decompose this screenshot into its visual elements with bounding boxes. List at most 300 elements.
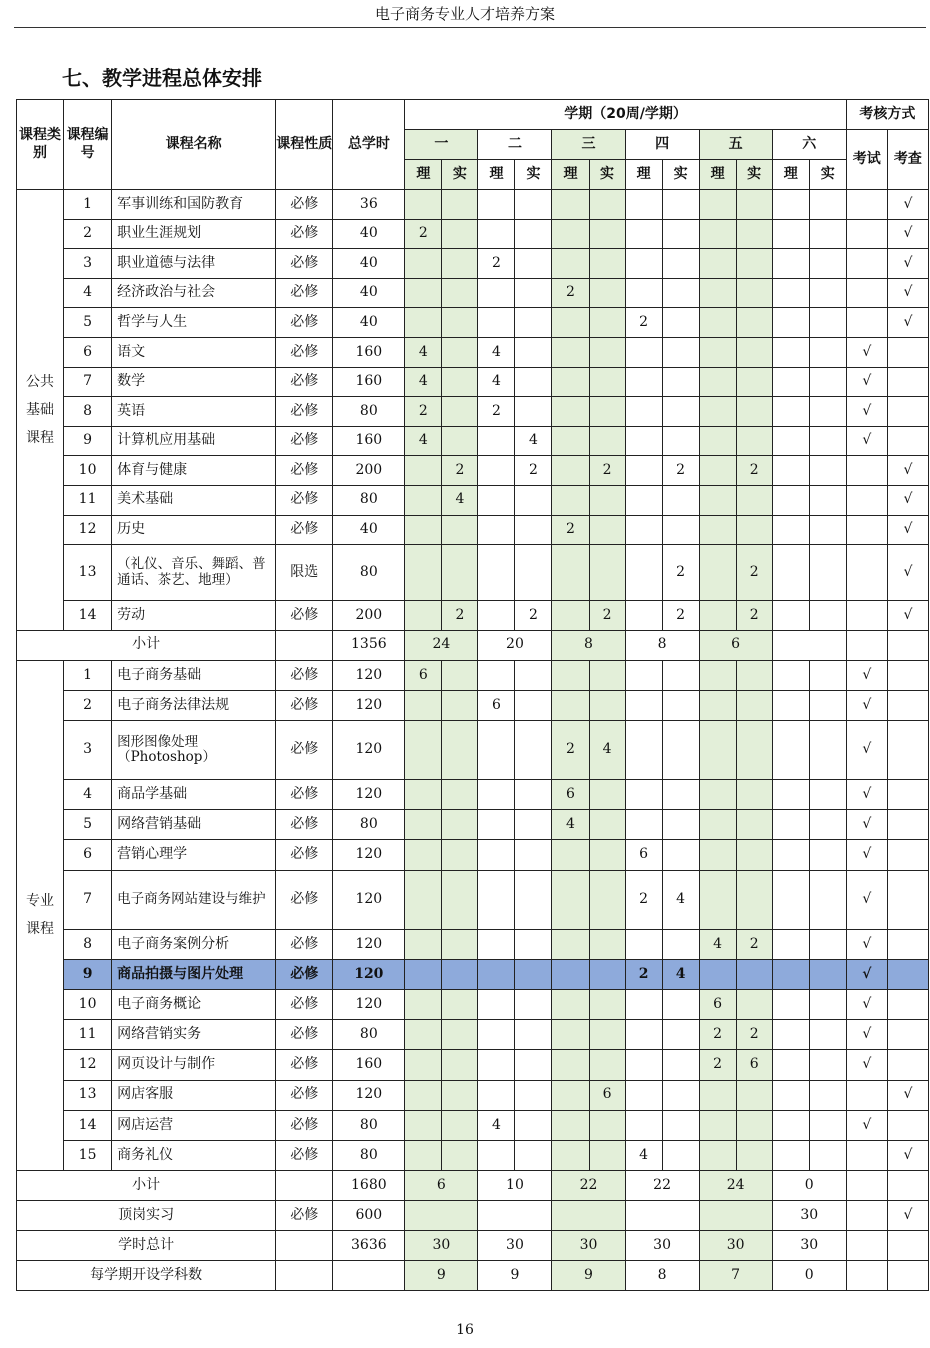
semester-hours-cell: 4: [699, 929, 736, 959]
semester-hours-cell: [589, 690, 625, 720]
semester-hours-cell: [515, 249, 552, 279]
semester-hours-cell: [589, 190, 625, 220]
exam-mark: [846, 278, 887, 308]
semester-hours-cell: 2: [552, 721, 589, 780]
semester-hours-cell: [552, 660, 589, 690]
semester-hours-cell: 2: [589, 456, 625, 486]
semester-hours-cell: [625, 929, 662, 959]
semester-hours-cell: [442, 308, 478, 338]
course-number: 3: [64, 249, 112, 279]
exam-mark: [846, 249, 887, 279]
course-hours: 120: [333, 1080, 405, 1110]
course-name: 英语: [112, 397, 276, 427]
course-hours: 160: [333, 337, 405, 367]
semester-hours-cell: 2: [589, 601, 625, 631]
semester-hours-cell: [552, 337, 589, 367]
semester-hours-cell: [662, 219, 699, 249]
subjects-row-semester-2: 9: [478, 1261, 552, 1291]
semester-hours-cell: [809, 1080, 846, 1110]
course-nature: 必修: [276, 190, 333, 220]
semester-hours-cell: [552, 249, 589, 279]
total-row-check: [887, 1231, 928, 1261]
semester-hours-cell: [625, 1050, 662, 1080]
semester-hours-cell: [625, 397, 662, 427]
exam-mark: [846, 1140, 887, 1170]
subjects-row-hours: [333, 1261, 405, 1291]
header-practice: 实: [515, 160, 552, 190]
semester-hours-cell: [736, 1110, 772, 1140]
major-subtotal-semester-5: 24: [699, 1171, 772, 1201]
exam-mark: √: [846, 780, 887, 810]
semester-hours-cell: [442, 367, 478, 397]
course-number: 2: [64, 690, 112, 720]
semester-hours-cell: [515, 485, 552, 515]
course-number: 8: [64, 397, 112, 427]
exam-mark: √: [846, 1110, 887, 1140]
semester-hours-cell: [515, 660, 552, 690]
semester-hours-cell: [699, 308, 736, 338]
semester-hours-cell: [405, 959, 442, 989]
semester-hours-cell: [589, 1110, 625, 1140]
table-row: [17, 840, 929, 870]
semester-hours-cell: [515, 870, 552, 929]
semester-hours-cell: [442, 515, 478, 545]
table-row: [17, 810, 929, 840]
section-title: 七、教学进程总体安排: [62, 66, 262, 90]
semester-hours-cell: [405, 190, 442, 220]
semester-hours-cell: [442, 690, 478, 720]
check-mark: [887, 397, 928, 427]
course-number: 9: [64, 426, 112, 456]
semester-hours-cell: [662, 780, 699, 810]
course-name: 商品拍摄与图片处理: [112, 959, 276, 989]
semester-hours-cell: [772, 1020, 809, 1050]
course-nature: 必修: [276, 1140, 333, 1170]
semester-hours-cell: [405, 870, 442, 929]
semester-hours-cell: [405, 1050, 442, 1080]
semester-hours-cell: [625, 545, 662, 601]
semester-hours-cell: 6: [552, 780, 589, 810]
course-number: 13: [64, 545, 112, 601]
course-number: 5: [64, 308, 112, 338]
semester-hours-cell: [405, 780, 442, 810]
semester-hours-cell: [405, 690, 442, 720]
semester-hours-cell: [736, 840, 772, 870]
semester-hours-cell: 2: [662, 545, 699, 601]
header-code: 课程编号: [64, 100, 112, 190]
semester-hours-cell: [625, 515, 662, 545]
course-nature: 必修: [276, 840, 333, 870]
semester-hours-cell: 6: [478, 690, 515, 720]
subjects-row-check: [887, 1261, 928, 1291]
subjects-row-semester-4: 8: [625, 1261, 699, 1291]
course-number: 15: [64, 1140, 112, 1170]
course-hours: 80: [333, 1110, 405, 1140]
semester-hours-cell: 2: [662, 456, 699, 486]
semester-hours-cell: 2: [662, 601, 699, 631]
course-nature: 必修: [276, 870, 333, 929]
exam-mark: √: [846, 810, 887, 840]
table-row: [17, 690, 929, 720]
semester-hours-cell: [589, 397, 625, 427]
exam-mark: [846, 601, 887, 631]
table-row: [17, 1110, 929, 1140]
semester-hours-cell: [515, 308, 552, 338]
semester-hours-cell: [442, 337, 478, 367]
semester-hours-cell: [515, 278, 552, 308]
semester-hours-cell: [478, 990, 515, 1020]
semester-hours-cell: [625, 1080, 662, 1110]
table-row: [17, 308, 929, 338]
semester-hours-cell: [442, 1140, 478, 1170]
course-number: 14: [64, 601, 112, 631]
course-number: 1: [64, 190, 112, 220]
semester-hours-cell: [809, 840, 846, 870]
course-number: 9: [64, 959, 112, 989]
header-semester-3: 三: [552, 130, 625, 160]
semester-hours-cell: [552, 840, 589, 870]
semester-hours-cell: [662, 810, 699, 840]
semester-hours-cell: [625, 1020, 662, 1050]
course-hours: 80: [333, 485, 405, 515]
course-number: 10: [64, 456, 112, 486]
course-nature: 必修: [276, 308, 333, 338]
semester-hours-cell: [736, 249, 772, 279]
course-nature: 必修: [276, 337, 333, 367]
semester-hours-cell: [478, 780, 515, 810]
check-mark: √: [887, 1140, 928, 1170]
course-number: 12: [64, 515, 112, 545]
semester-hours-cell: [478, 1140, 515, 1170]
header-theory: 理: [478, 160, 515, 190]
course-number: 3: [64, 721, 112, 780]
course-hours: 120: [333, 690, 405, 720]
major-subtotal-semester-2: 10: [478, 1171, 552, 1201]
semester-hours-cell: [736, 485, 772, 515]
semester-hours-cell: [736, 870, 772, 929]
semester-hours-cell: [478, 1020, 515, 1050]
public-subtotal-check: [887, 630, 928, 660]
semester-hours-cell: [662, 278, 699, 308]
subjects-row-nature: [276, 1261, 333, 1291]
semester-hours-cell: [662, 1110, 699, 1140]
semester-hours-cell: [772, 545, 809, 601]
check-mark: [887, 1110, 928, 1140]
semester-hours-cell: 4: [662, 870, 699, 929]
semester-hours-cell: [589, 337, 625, 367]
semester-hours-cell: [736, 190, 772, 220]
semester-hours-cell: [699, 1110, 736, 1140]
course-nature: 必修: [276, 780, 333, 810]
semester-hours-cell: [515, 929, 552, 959]
semester-hours-cell: [625, 456, 662, 486]
header-nature: 课程性质: [276, 100, 333, 190]
total-row-label: 学时总计: [17, 1231, 276, 1261]
exam-mark: √: [846, 840, 887, 870]
semester-hours-cell: [809, 190, 846, 220]
semester-hours-cell: [478, 660, 515, 690]
course-nature: 必修: [276, 959, 333, 989]
semester-hours-cell: [515, 1050, 552, 1080]
header-practice: 实: [662, 160, 699, 190]
check-mark: [887, 660, 928, 690]
table-row: [17, 485, 929, 515]
semester-hours-cell: [405, 990, 442, 1020]
internship-row-label: 顶岗实习: [17, 1201, 276, 1231]
semester-hours-cell: [809, 545, 846, 601]
header-theory: 理: [625, 160, 662, 190]
semester-hours-cell: [662, 1050, 699, 1080]
semester-hours-cell: [809, 1020, 846, 1050]
semester-hours-cell: 2: [405, 397, 442, 427]
semester-hours-cell: [736, 397, 772, 427]
total-row: [17, 1231, 929, 1261]
semester-hours-cell: 2: [442, 601, 478, 631]
running-header: 电子商务专业人才培养方案: [374, 5, 555, 23]
exam-mark: √: [846, 397, 887, 427]
check-mark: √: [887, 485, 928, 515]
semester-hours-cell: [699, 870, 736, 929]
check-mark: √: [887, 219, 928, 249]
semester-hours-cell: 2: [625, 308, 662, 338]
check-mark: [887, 990, 928, 1020]
semester-hours-cell: [772, 929, 809, 959]
header-exam: 考试: [846, 130, 887, 190]
semester-hours-cell: [442, 990, 478, 1020]
public-subtotal-semester-4: 8: [625, 630, 699, 660]
semester-hours-cell: [809, 278, 846, 308]
course-name: 网页设计与制作: [112, 1050, 276, 1080]
course-number: 1: [64, 660, 112, 690]
semester-hours-cell: [662, 397, 699, 427]
table-row: [17, 660, 929, 690]
course-hours: 80: [333, 397, 405, 427]
semester-hours-cell: [809, 1050, 846, 1080]
semester-hours-cell: [772, 456, 809, 486]
check-mark: √: [887, 515, 928, 545]
semester-hours-cell: [552, 190, 589, 220]
course-hours: 120: [333, 990, 405, 1020]
semester-hours-cell: [552, 545, 589, 601]
table-row: [17, 1080, 929, 1110]
semester-hours-cell: [552, 1140, 589, 1170]
course-name: 电子商务网站建设与维护: [112, 870, 276, 929]
semester-hours-cell: [589, 1140, 625, 1170]
semester-hours-cell: [736, 810, 772, 840]
public-subtotal-semester-5: 6: [699, 630, 772, 660]
semester-hours-cell: 2: [699, 1050, 736, 1080]
semester-hours-cell: [662, 485, 699, 515]
check-mark: √: [887, 308, 928, 338]
course-nature: 必修: [276, 721, 333, 780]
semester-hours-cell: [699, 1140, 736, 1170]
course-hours: 40: [333, 515, 405, 545]
course-number: 5: [64, 810, 112, 840]
semester-hours-cell: [589, 1050, 625, 1080]
total-row-semester-4: 30: [625, 1231, 699, 1261]
course-hours: 120: [333, 780, 405, 810]
header-row-1: [17, 100, 929, 130]
semester-hours-cell: [515, 337, 552, 367]
semester-hours-cell: [772, 278, 809, 308]
semester-hours-cell: [589, 219, 625, 249]
table-row: [17, 219, 929, 249]
table-row: [17, 367, 929, 397]
semester-hours-cell: [442, 397, 478, 427]
semester-hours-cell: [625, 367, 662, 397]
table-row: [17, 545, 929, 601]
semester-hours-cell: [515, 367, 552, 397]
semester-hours-cell: [809, 426, 846, 456]
semester-hours-cell: [405, 601, 442, 631]
internship-row-semester-5: [699, 1201, 772, 1231]
course-number: 2: [64, 219, 112, 249]
semester-hours-cell: [589, 990, 625, 1020]
course-name: 营销心理学: [112, 840, 276, 870]
semester-hours-cell: [442, 870, 478, 929]
semester-hours-cell: [699, 660, 736, 690]
header-theory: 理: [699, 160, 736, 190]
course-nature: 必修: [276, 1050, 333, 1080]
course-name: 电子商务法律法规: [112, 690, 276, 720]
semester-hours-cell: [699, 337, 736, 367]
semester-hours-cell: [809, 660, 846, 690]
exam-mark: [846, 308, 887, 338]
header-semester-6: 六: [772, 130, 846, 160]
page-number: 16: [456, 1322, 474, 1338]
course-number: 6: [64, 337, 112, 367]
check-mark: [887, 426, 928, 456]
course-nature: 必修: [276, 660, 333, 690]
semester-hours-cell: [772, 870, 809, 929]
course-number: 6: [64, 840, 112, 870]
semester-hours-cell: [736, 1140, 772, 1170]
semester-hours-cell: [699, 278, 736, 308]
semester-hours-cell: [552, 1050, 589, 1080]
check-mark: [887, 367, 928, 397]
course-hours: 40: [333, 249, 405, 279]
course-nature: 必修: [276, 1020, 333, 1050]
semester-hours-cell: [809, 690, 846, 720]
header-practice: 实: [736, 160, 772, 190]
semester-hours-cell: 2: [405, 219, 442, 249]
course-hours: 40: [333, 219, 405, 249]
course-name: 经济政治与社会: [112, 278, 276, 308]
semester-hours-cell: 2: [699, 1020, 736, 1050]
course-hours: 120: [333, 870, 405, 929]
semester-hours-cell: [515, 1110, 552, 1140]
semester-hours-cell: [736, 721, 772, 780]
course-nature: 必修: [276, 426, 333, 456]
semester-hours-cell: [809, 990, 846, 1020]
internship-row-semester-6: 30: [772, 1201, 846, 1231]
semester-hours-cell: [772, 397, 809, 427]
exam-mark: √: [846, 660, 887, 690]
semester-hours-cell: 2: [515, 601, 552, 631]
exam-mark: √: [846, 690, 887, 720]
course-nature: 必修: [276, 810, 333, 840]
table-row: [17, 990, 929, 1020]
course-hours: 80: [333, 810, 405, 840]
semester-hours-cell: 4: [405, 367, 442, 397]
semester-hours-cell: [772, 721, 809, 780]
semester-hours-cell: 6: [736, 1050, 772, 1080]
course-name: 电子商务概论: [112, 990, 276, 1020]
semester-hours-cell: [736, 660, 772, 690]
check-mark: [887, 1050, 928, 1080]
check-mark: [887, 810, 928, 840]
semester-hours-cell: [736, 337, 772, 367]
semester-hours-cell: [809, 456, 846, 486]
semester-hours-cell: [442, 780, 478, 810]
course-name: 网店运营: [112, 1110, 276, 1140]
semester-hours-cell: 2: [515, 456, 552, 486]
course-name: 电子商务基础: [112, 660, 276, 690]
semester-hours-cell: 2: [442, 456, 478, 486]
semester-hours-cell: [662, 721, 699, 780]
check-mark: [887, 721, 928, 780]
semester-hours-cell: [552, 1080, 589, 1110]
semester-hours-cell: [442, 1050, 478, 1080]
course-name: 网络营销基础: [112, 810, 276, 840]
course-nature: 必修: [276, 601, 333, 631]
semester-hours-cell: 4: [405, 337, 442, 367]
semester-hours-cell: [478, 721, 515, 780]
semester-hours-cell: [552, 959, 589, 989]
course-name: 美术基础: [112, 485, 276, 515]
semester-hours-cell: [736, 690, 772, 720]
header-semester-group: 学期（20周/学期）: [405, 100, 846, 130]
course-name: 体育与健康: [112, 456, 276, 486]
semester-hours-cell: [699, 780, 736, 810]
semester-hours-cell: [772, 959, 809, 989]
semester-hours-cell: [699, 219, 736, 249]
semester-hours-cell: [442, 1080, 478, 1110]
semester-hours-cell: [809, 780, 846, 810]
public-subtotal-semester-2: 20: [478, 630, 552, 660]
internship-row-hours: 600: [333, 1201, 405, 1231]
semester-hours-cell: [699, 515, 736, 545]
semester-hours-cell: 4: [478, 367, 515, 397]
check-mark: [887, 690, 928, 720]
semester-hours-cell: 4: [589, 721, 625, 780]
semester-hours-cell: [625, 1110, 662, 1140]
semester-hours-cell: [478, 485, 515, 515]
semester-hours-cell: [772, 660, 809, 690]
course-name: （礼仪、音乐、舞蹈、普通话、茶艺、地理）: [112, 545, 276, 601]
course-nature: 必修: [276, 219, 333, 249]
semester-hours-cell: 4: [515, 426, 552, 456]
internship-row-semester-2: [478, 1201, 552, 1231]
semester-hours-cell: [699, 810, 736, 840]
exam-mark: √: [846, 426, 887, 456]
semester-hours-cell: [662, 249, 699, 279]
header-assessment-group: 考核方式: [846, 100, 928, 130]
semester-hours-cell: [552, 367, 589, 397]
semester-hours-cell: 6: [625, 840, 662, 870]
semester-hours-cell: [589, 426, 625, 456]
semester-hours-cell: [589, 780, 625, 810]
table-row: [17, 337, 929, 367]
semester-hours-cell: [442, 840, 478, 870]
semester-hours-cell: [772, 190, 809, 220]
semester-hours-cell: [515, 190, 552, 220]
major-subtotal-nature: [276, 1171, 333, 1201]
header-practice: 实: [589, 160, 625, 190]
semester-hours-cell: 2: [478, 397, 515, 427]
semester-hours-cell: [772, 485, 809, 515]
semester-hours-cell: [625, 780, 662, 810]
